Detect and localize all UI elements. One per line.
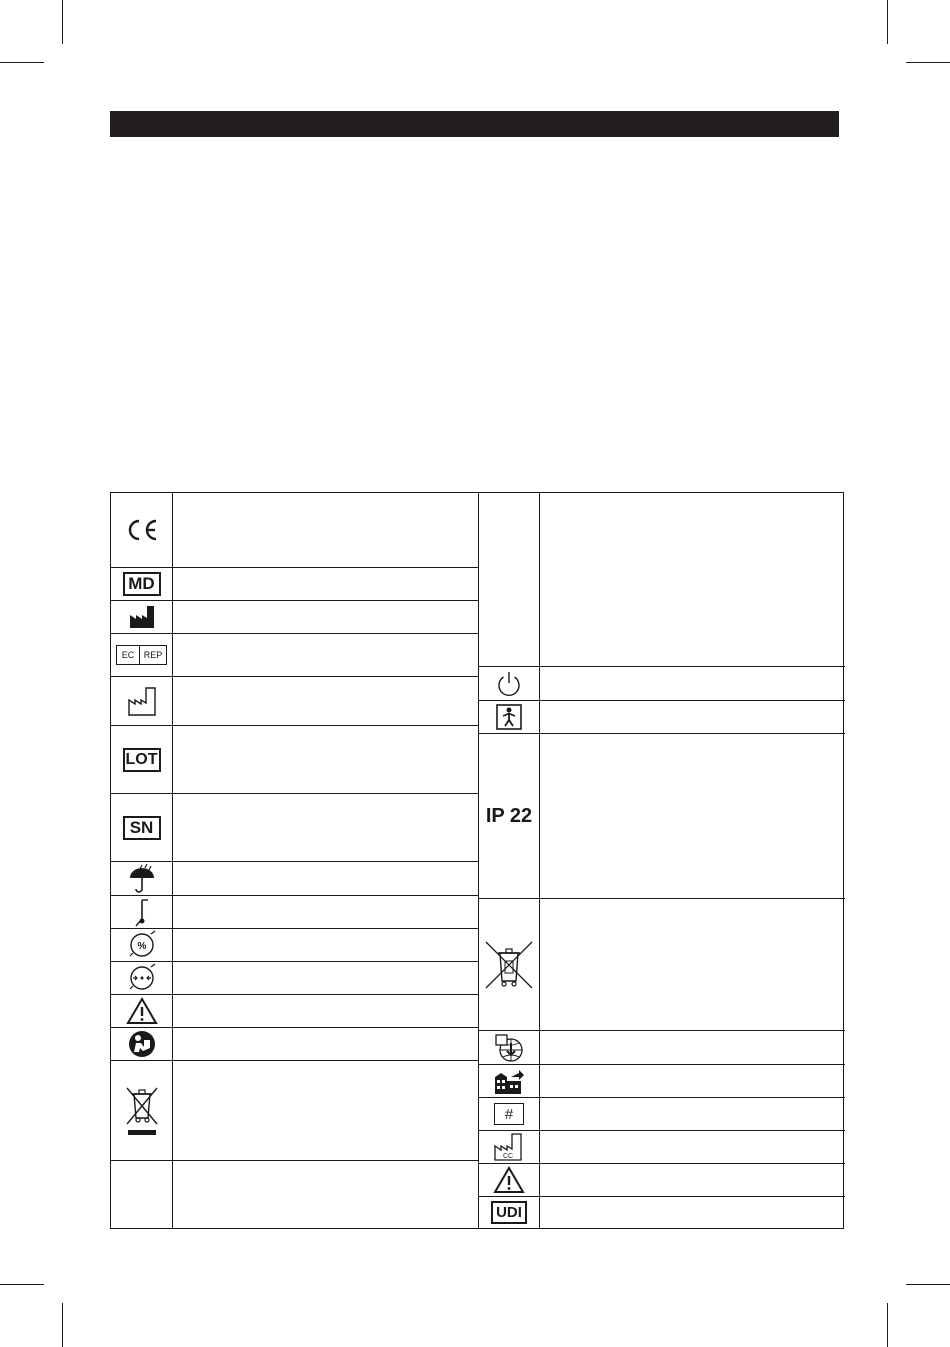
warning-icon (479, 1164, 539, 1196)
manufacturer-icon (111, 601, 172, 633)
crop-mark (0, 1284, 44, 1285)
battery-disposal-icon (479, 899, 539, 1030)
keep-dry-icon (111, 862, 172, 895)
lot-icon (111, 726, 172, 793)
empty-symbol-cell (111, 1161, 172, 1228)
crop-mark (887, 1303, 888, 1347)
crop-mark (906, 62, 950, 63)
crop-mark (887, 0, 888, 44)
follow-instructions-icon (111, 1028, 172, 1060)
date-of-manufacture-icon (111, 677, 172, 725)
empty-symbol-cell (479, 493, 539, 666)
importer-icon (479, 1031, 539, 1064)
udi-label: UDI (491, 1201, 527, 1224)
section-header-bar (110, 111, 839, 137)
atmospheric-pressure-limit-icon (111, 962, 172, 994)
md-medical-device-icon (111, 568, 172, 600)
crop-mark (62, 1303, 63, 1347)
country-of-manufacture-icon (479, 1131, 539, 1163)
sn-label: SN (123, 816, 161, 840)
model-number-icon (479, 1098, 539, 1130)
udi-icon (479, 1197, 539, 1228)
md-label: MD (123, 572, 161, 596)
type-bf-applied-part-icon (479, 701, 539, 733)
country-code-label: CC (502, 1153, 514, 1160)
humidity-limit-icon (111, 929, 172, 961)
crop-mark (906, 1284, 950, 1285)
ec-rep-icon (111, 634, 172, 676)
ce-mark-icon (111, 493, 172, 567)
standby-icon (479, 667, 539, 700)
symbols-table (110, 492, 844, 1229)
column-divider (539, 493, 540, 1228)
ip-rating-label: IP 22 (485, 804, 533, 827)
distributor-icon (479, 1065, 539, 1097)
weee-disposal-icon (111, 1061, 172, 1160)
ec-label: EC (117, 646, 140, 664)
crop-mark (62, 0, 63, 44)
ip-rating-icon (479, 734, 539, 898)
humidity-percent: % (137, 941, 146, 952)
serial-number-icon (111, 794, 172, 861)
caution-icon (111, 995, 172, 1027)
model-number-label: # (494, 1103, 524, 1125)
temperature-limit-icon (111, 896, 172, 928)
rep-label: REP (143, 650, 163, 660)
lot-label: LOT (123, 748, 161, 772)
crop-mark (0, 62, 44, 63)
